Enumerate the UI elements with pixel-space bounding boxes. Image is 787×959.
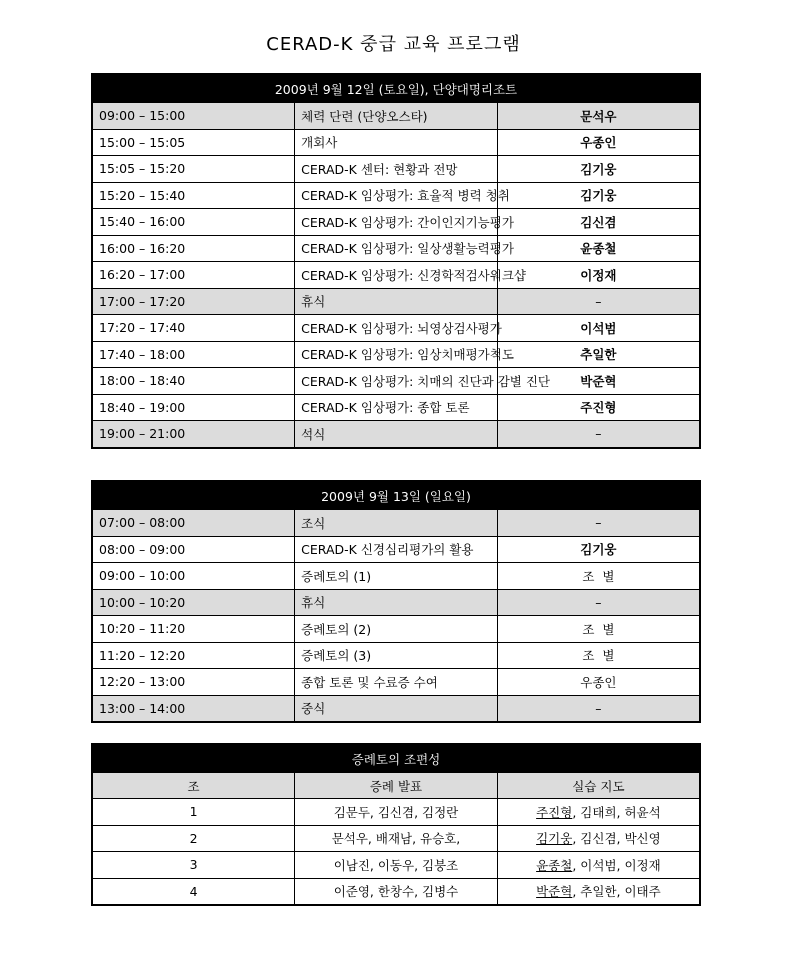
time-cell: 18:40 – 19:00	[92, 394, 295, 421]
schedule-row	[92, 156, 700, 183]
day2-header: 2009년 9월 13일 (일요일)	[92, 481, 700, 510]
program-cell: 석식	[295, 421, 498, 448]
schedule-row	[92, 315, 700, 342]
speaker-cell: 박준혁	[497, 368, 700, 395]
time-cell: 17:40 – 18:00	[92, 341, 295, 368]
group-column-headers	[92, 773, 700, 799]
group-instructors	[497, 799, 700, 826]
schedule-row	[92, 129, 700, 156]
speaker-cell: 추일한	[497, 341, 700, 368]
schedule-row	[92, 368, 700, 395]
group-instructors	[497, 825, 700, 852]
time-cell: 11:20 – 12:20	[92, 642, 295, 669]
group-table	[91, 743, 701, 906]
program-cell: CERAD-K 임상평가: 일상생활능력평가	[295, 235, 498, 262]
time-cell: 15:05 – 15:20	[92, 156, 295, 183]
group-presenters: 문석우, 배재남, 유승호,	[295, 825, 498, 852]
schedule-row	[92, 209, 700, 236]
speaker-cell: 윤종철	[497, 235, 700, 262]
speaker-cell: –	[497, 421, 700, 448]
schedule-row	[92, 589, 700, 616]
time-cell: 09:00 – 15:00	[92, 103, 295, 130]
program-cell: 조식	[295, 510, 498, 537]
col-practice: 실습 지도	[497, 773, 700, 799]
speaker-cell: 주진형	[497, 394, 700, 421]
schedule-row	[92, 262, 700, 289]
day2-header-row	[92, 481, 700, 510]
speaker-cell: 김기웅	[497, 182, 700, 209]
speaker-cell: 이석범	[497, 315, 700, 342]
speaker-cell: 조 별	[497, 563, 700, 590]
program-cell: 증례토의 (3)	[295, 642, 498, 669]
speaker-cell: –	[497, 510, 700, 537]
schedule-row	[92, 563, 700, 590]
speaker-cell: 김기웅	[497, 536, 700, 563]
day2-schedule-table	[91, 480, 701, 723]
schedule-row	[92, 341, 700, 368]
program-cell: 휴식	[295, 589, 498, 616]
group-header-row	[92, 744, 700, 773]
group-presenters: 김문두, 김신겸, 김정란	[295, 799, 498, 826]
program-cell: 체력 단련 (단양오스타)	[295, 103, 498, 130]
schedule-row	[92, 103, 700, 130]
time-cell: 08:00 – 09:00	[92, 536, 295, 563]
time-cell: 17:00 – 17:20	[92, 288, 295, 315]
time-cell: 15:40 – 16:00	[92, 209, 295, 236]
group-row	[92, 825, 700, 852]
schedule-row	[92, 642, 700, 669]
time-cell: 15:00 – 15:05	[92, 129, 295, 156]
program-cell: CERAD-K 임상평가: 신경학적검사워크샵	[295, 262, 498, 289]
other-instructors: , 김신겸, 박신영	[572, 831, 661, 847]
speaker-cell: 김기웅	[497, 156, 700, 183]
schedule-row	[92, 695, 700, 722]
schedule-row	[92, 288, 700, 315]
program-cell: 휴식	[295, 288, 498, 315]
time-cell: 10:00 – 10:20	[92, 589, 295, 616]
program-cell: CERAD-K 임상평가: 간이인지기능평가	[295, 209, 498, 236]
group-instructors	[497, 878, 700, 905]
page-title: CERAD-K 중급 교육 프로그램	[266, 34, 521, 55]
program-cell: CERAD-K 임상평가: 임상치매평가척도	[295, 341, 498, 368]
day1-header-row	[92, 74, 700, 103]
other-instructors: , 이석범, 이정재	[572, 857, 661, 873]
time-cell: 09:00 – 10:00	[92, 563, 295, 590]
group-row	[92, 799, 700, 826]
time-cell: 16:20 – 17:00	[92, 262, 295, 289]
group-number: 1	[92, 799, 295, 826]
group-row	[92, 878, 700, 905]
speaker-cell: 문석우	[497, 103, 700, 130]
program-cell: 증례토의 (1)	[295, 563, 498, 590]
program-cell: CERAD-K 임상평가: 치매의 진단과 감별 진단	[295, 368, 498, 395]
day1-schedule-table	[91, 73, 701, 449]
schedule-row	[92, 669, 700, 696]
program-cell: CERAD-K 임상평가: 효율적 병력 청취	[295, 182, 498, 209]
speaker-cell: –	[497, 589, 700, 616]
time-cell: 19:00 – 21:00	[92, 421, 295, 448]
group-presenters: 이남진, 이동우, 김붕조	[295, 852, 498, 879]
speaker-cell: –	[497, 288, 700, 315]
day1-header: 2009년 9월 12일 (토요일), 단양대명리조트	[92, 74, 700, 103]
group-presenters: 이준영, 한창수, 김병수	[295, 878, 498, 905]
group-number: 3	[92, 852, 295, 879]
speaker-cell: 조 별	[497, 642, 700, 669]
speaker-cell: 김신겸	[497, 209, 700, 236]
col-present: 증례 발표	[295, 773, 498, 799]
time-cell: 12:20 – 13:00	[92, 669, 295, 696]
lead-instructor: 윤종철	[536, 857, 573, 873]
program-cell: CERAD-K 임상평가: 종합 토론	[295, 394, 498, 421]
speaker-cell: 이정재	[497, 262, 700, 289]
time-cell: 15:20 – 15:40	[92, 182, 295, 209]
lead-instructor: 김기웅	[536, 831, 573, 847]
speaker-cell: 조 별	[497, 616, 700, 643]
group-number: 2	[92, 825, 295, 852]
schedule-row	[92, 235, 700, 262]
program-cell: 중식	[295, 695, 498, 722]
other-instructors: , 추일한, 이태주	[572, 884, 661, 900]
time-cell: 16:00 – 16:20	[92, 235, 295, 262]
program-cell: CERAD-K 신경심리평가의 활용	[295, 536, 498, 563]
program-cell: 종합 토론 및 수료증 수여	[295, 669, 498, 696]
lead-instructor: 박준혁	[536, 884, 573, 900]
program-cell: 증례토의 (2)	[295, 616, 498, 643]
group-instructors	[497, 852, 700, 879]
schedule-row	[92, 421, 700, 448]
time-cell: 13:00 – 14:00	[92, 695, 295, 722]
schedule-row	[92, 510, 700, 537]
time-cell: 07:00 – 08:00	[92, 510, 295, 537]
schedule-row	[92, 616, 700, 643]
group-row	[92, 852, 700, 879]
schedule-row	[92, 536, 700, 563]
time-cell: 17:20 – 17:40	[92, 315, 295, 342]
schedule-row	[92, 394, 700, 421]
group-header: 증례토의 조편성	[92, 744, 700, 773]
program-cell: CERAD-K 임상평가: 뇌영상검사평가	[295, 315, 498, 342]
speaker-cell: 우종인	[497, 669, 700, 696]
program-cell: CERAD-K 센터: 현황과 전망	[295, 156, 498, 183]
program-cell: 개회사	[295, 129, 498, 156]
lead-instructor: 주진형	[536, 804, 573, 820]
other-instructors: , 김태희, 허윤석	[572, 804, 661, 820]
col-group: 조	[92, 773, 295, 799]
time-cell: 18:00 – 18:40	[92, 368, 295, 395]
group-number: 4	[92, 878, 295, 905]
speaker-cell: –	[497, 695, 700, 722]
schedule-row	[92, 182, 700, 209]
time-cell: 10:20 – 11:20	[92, 616, 295, 643]
speaker-cell: 우종인	[497, 129, 700, 156]
